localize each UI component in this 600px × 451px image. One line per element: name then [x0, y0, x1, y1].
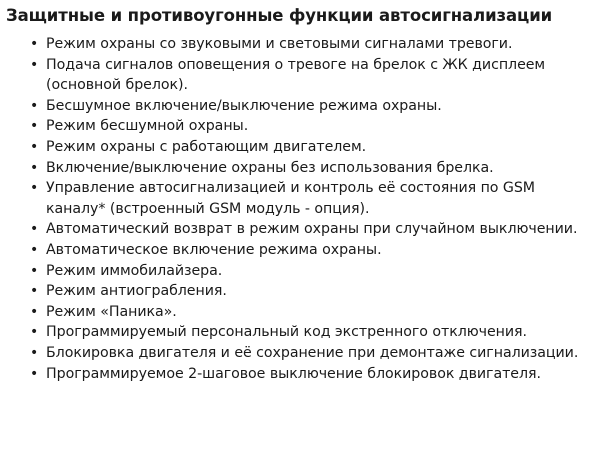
bullet-icon: •	[30, 262, 39, 279]
list-item	[30, 343, 586, 364]
list-item-text: Бесшумное включение/выключение режима охраны.	[46, 97, 442, 114]
list-item	[30, 322, 586, 343]
bullet-icon: •	[30, 138, 39, 155]
list-item-text: Режим антиограбления.	[46, 283, 227, 300]
feature-list	[6, 34, 586, 384]
list-item	[30, 219, 586, 240]
list-item-text: Режим охраны с работающим двигателем.	[46, 138, 367, 155]
bullet-icon: •	[30, 283, 39, 300]
list-item-text: Режим «Паника».	[46, 303, 177, 320]
bullet-icon: •	[30, 344, 39, 361]
bullet-icon: •	[30, 118, 39, 135]
list-item	[30, 55, 586, 96]
bullet-icon: •	[30, 324, 39, 341]
list-item	[30, 116, 586, 137]
bullet-icon: •	[30, 36, 39, 52]
list-item-text: Программируемый персональный код экстренного отключения.	[46, 324, 527, 341]
list-item-text: Подача сигналов оповещения о тревоге на брелок с ЖК дисплеем (основной брелок).	[46, 56, 546, 94]
list-item-text: Включение/выключение охраны без использования брелка.	[46, 159, 494, 176]
bullet-icon: •	[30, 241, 39, 258]
bullet-icon: •	[30, 365, 39, 382]
list-item	[30, 261, 586, 282]
list-item	[30, 96, 586, 117]
bullet-icon: •	[30, 180, 39, 197]
bullet-icon: •	[30, 221, 39, 238]
page-title: Защитные и противоугонные функции автосигнализации	[6, 6, 553, 25]
list-item	[30, 178, 586, 219]
bullet-icon: •	[30, 303, 39, 320]
list-item-text: Режим охраны со звуковыми и световыми сигналами тревоги.	[46, 36, 513, 52]
list-item-text: Управление автосигнализацией и контроль её состояния по GSM каналу* (встроенный GSM модуль - опция).	[46, 180, 535, 217]
bullet-icon: •	[30, 97, 39, 114]
list-item-text: Режим иммобилайзера.	[46, 262, 223, 279]
list-item-text: Автоматический возврат в режим охраны при случайном выключении.	[46, 221, 578, 238]
list-item	[30, 364, 586, 385]
list-item-text: Программируемое 2-шаговое выключение блокировок двигателя.	[46, 365, 541, 382]
list-item-text: Режим бесшумной охраны.	[46, 118, 249, 135]
list-item	[30, 34, 586, 55]
bullet-icon: •	[30, 56, 39, 73]
list-item-text: Блокировка двигателя и её сохранение при демонтаже сигнализации.	[46, 344, 579, 361]
list-item-text: Автоматическое включение режима охраны.	[46, 241, 382, 258]
list-item	[30, 158, 586, 179]
list-item	[30, 281, 586, 302]
list-item	[30, 302, 586, 323]
list-item	[30, 137, 586, 158]
list-item	[30, 240, 586, 261]
bullet-icon: •	[30, 159, 39, 176]
